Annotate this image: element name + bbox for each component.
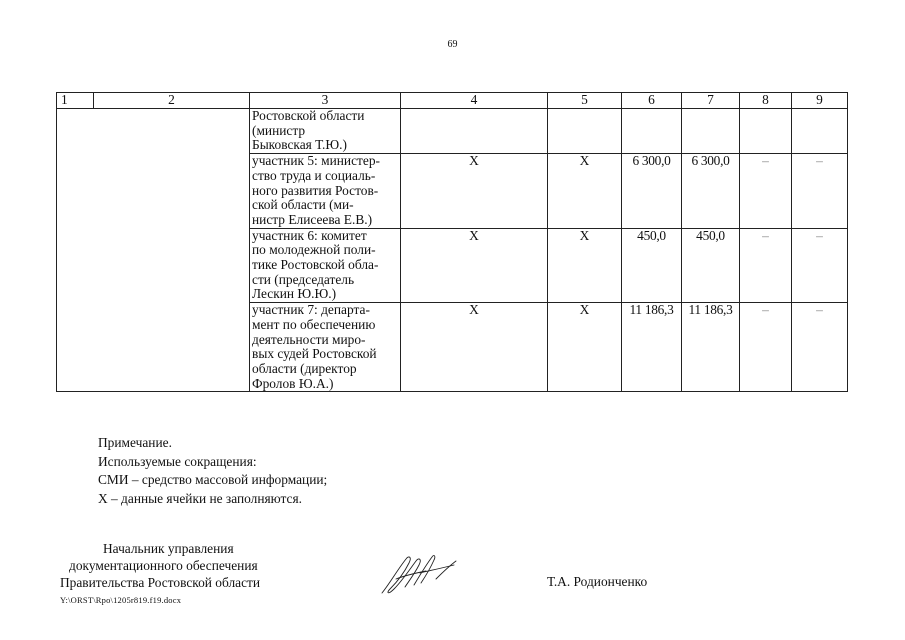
position-line: документационного обеспечения (69, 558, 258, 573)
col6-cell: 450,0 (622, 228, 682, 303)
header-cell: 2 (94, 93, 250, 109)
header-cell: 6 (622, 93, 682, 109)
notes-block (98, 434, 327, 508)
col6-cell: 11 186,3 (622, 303, 682, 392)
header-cell: 5 (548, 93, 622, 109)
header-cell: 3 (250, 93, 401, 109)
notes-line: Используемые сокращения: (98, 453, 257, 469)
col6-cell (622, 109, 682, 154)
col4-cell (401, 109, 548, 154)
col5-cell: Х (548, 228, 622, 303)
position-line: Правительства Ростовской области (60, 575, 261, 590)
merged-empty-cell (57, 109, 250, 392)
file-path: Y:\ORST\Rpo\1205r819.f19.docx (60, 595, 182, 605)
col8-cell: – (740, 303, 792, 392)
col8-cell (740, 109, 792, 154)
col4-cell: Х (401, 303, 548, 392)
col9-cell: – (792, 228, 848, 303)
col7-cell: 11 186,3 (682, 303, 740, 392)
col4-cell: Х (401, 154, 548, 229)
header-cell: 4 (401, 93, 548, 109)
table-row (57, 109, 848, 154)
col7-cell: 450,0 (682, 228, 740, 303)
col4-cell: Х (401, 228, 548, 303)
col5-cell: Х (548, 154, 622, 229)
page-number: 69 (447, 39, 458, 50)
notes-line: СМИ – средство массовой информации; (98, 472, 328, 487)
col9-cell: – (792, 303, 848, 392)
col9-cell: – (792, 154, 848, 229)
notes-title: Примечание. (98, 435, 172, 450)
header-cell: 8 (740, 93, 792, 109)
col5-cell (548, 109, 622, 154)
participant-description: Ростовской области (министр Быковская Т.Ю.) (250, 109, 401, 154)
col8-cell: – (740, 228, 792, 303)
program-table (56, 92, 848, 392)
signatory-name: Т.А. Родионченко (547, 574, 648, 589)
header-cell: 1 (57, 93, 94, 109)
participant-description: участник 5: министер- ство труда и социаль- ного развития Ростов- ской области (ми- нистр Елисеева Е.В.) (250, 154, 401, 229)
handwritten-signature (376, 549, 462, 599)
col7-cell (682, 109, 740, 154)
participant-description: участник 7: департа- мент по обеспечению деятельности миро- вых судей Ростовской области (директор Фролов Ю.А.) (250, 303, 401, 392)
header-cell: 9 (792, 93, 848, 109)
header-cell: 7 (682, 93, 740, 109)
signatory-position (60, 540, 260, 591)
col7-cell: 6 300,0 (682, 154, 740, 229)
notes-line: Х – данные ячейки не заполняются. (98, 490, 302, 506)
col5-cell: Х (548, 303, 622, 392)
position-line: Начальник управления (103, 541, 234, 556)
col9-cell (792, 109, 848, 154)
col6-cell: 6 300,0 (622, 154, 682, 229)
col8-cell: – (740, 154, 792, 229)
table-header-row (57, 93, 848, 109)
participant-description: участник 6: комитет по молодежной поли- тике Ростовской обла- сти (председатель Лескин Ю.Ю.) (250, 228, 401, 303)
